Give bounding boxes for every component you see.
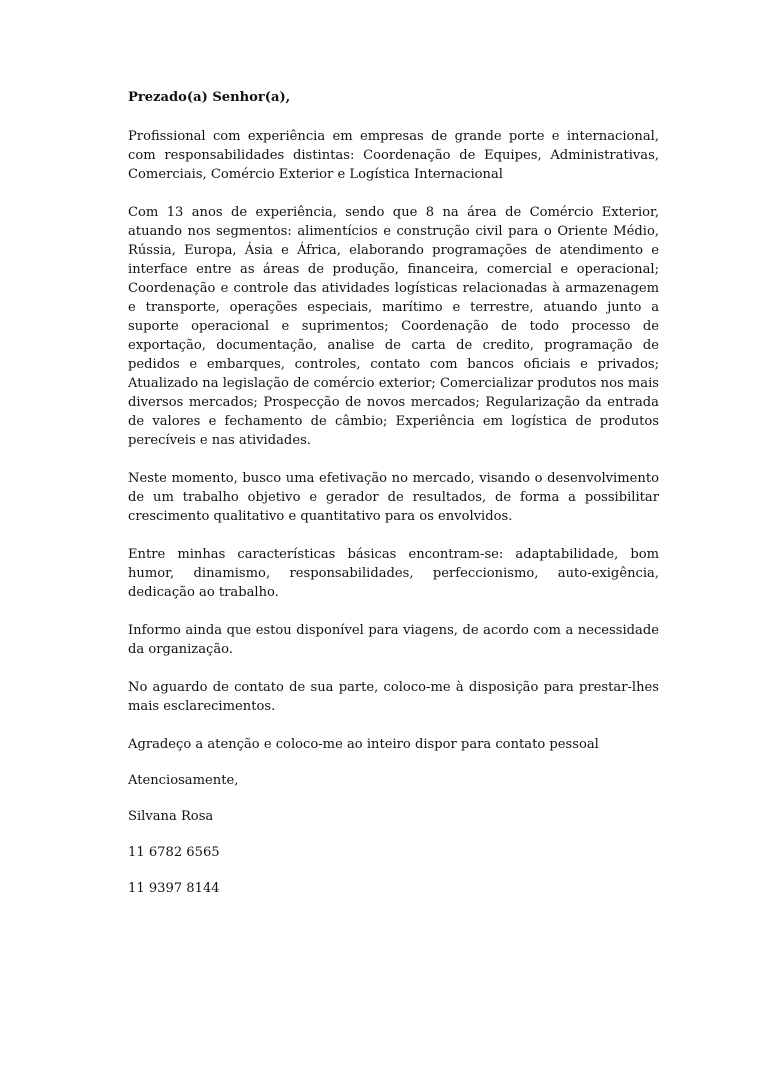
paragraph-availability: Informo ainda que estou disponível para viagens, de acordo com a necessidade da organização. [128, 623, 659, 657]
paragraph-characteristics: Entre minhas características básicas encontram-se: adaptabilidade, bom humor, dinamismo, responsabilidades, perfeccionismo, auto-exigência, dedicação ao trabalho. [128, 547, 659, 600]
paragraph-intro: Profissional com experiência em empresas de grande porte e internacional, com responsabilidades distintas: Coordenação de Equipes, Administrativas, Comerciais, Comércio Exterior e Logística Internacional [128, 129, 659, 182]
paragraph-experience: Com 13 anos de experiência, sendo que 8 na área de Comércio Exterior, atuando nos segmentos: alimentícios e construção civil para o Oriente Médio, Rússia, Europa, Ásia e África, elaborando programações de atendimento e interface entre as áreas de produção, financeira, comercial e operacional; Coordenação e controle das atividades logísticas relacionadas à armazenagem e transporte, operações especiais, marítimo e terrestre, atuando junto a suporte operacional e suprimentos; Coordenação de todo processo de exportação, documentação, analise de carta de credito, programação de pedidos e embarques, controles, contato com bancos oficiais e privados; Atualizado na legislação de comércio exterior; Comercializar produtos nos mais diversos mercados; Prospecção de novos mercados; Regularização da entrada de valores e fechamento de câmbio; Experiência em logística de produtos perecíveis e nas atividades. [128, 205, 659, 448]
signature-name: Silvana Rosa [128, 809, 214, 824]
paragraph-thanks: Agradeço a atenção e coloco-me ao inteiro dispor para contato pessoal [128, 737, 599, 752]
phone-number-1: 11 6782 6565 [128, 845, 220, 860]
greeting: Prezado(a) Senhor(a), [128, 90, 291, 105]
paragraph-contact-request: No aguardo de contato de sua parte, coloco-me à disposição para prestar-lhes mais esclarecimentos. [128, 680, 659, 714]
letter-page [128, 88, 659, 915]
closing: Atenciosamente, [128, 773, 239, 788]
paragraph-goal: Neste momento, busco uma efetivação no mercado, visando o desenvolvimento de um trabalho objetivo e gerador de resultados, de forma a possibilitar crescimento qualitativo e quantitativo para os envolvidos. [128, 471, 659, 524]
phone-number-2: 11 9397 8144 [128, 881, 220, 896]
